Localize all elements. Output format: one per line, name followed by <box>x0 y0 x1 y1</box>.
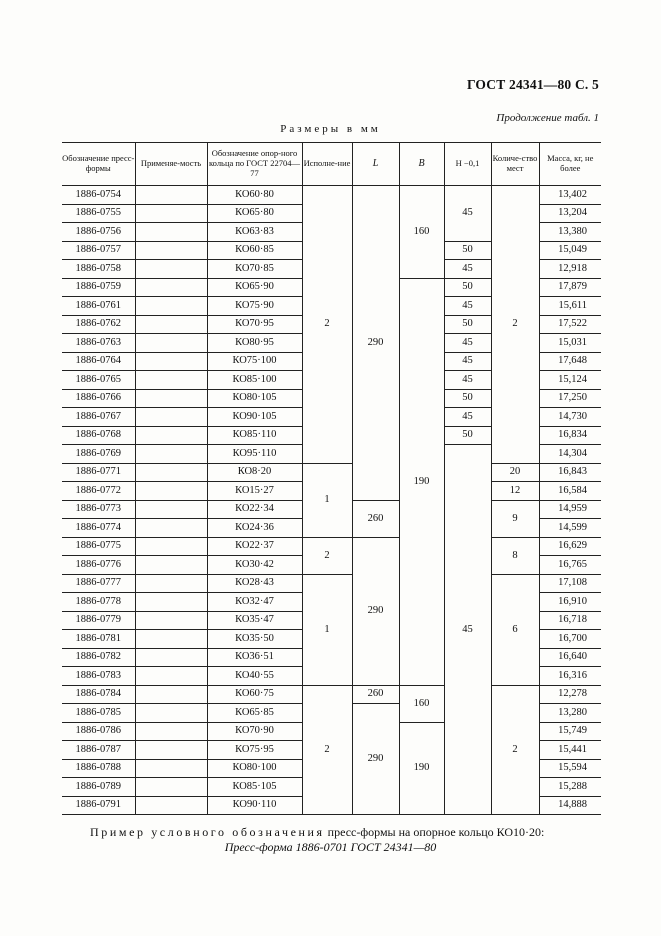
cell-mass: 14,304 <box>539 445 601 464</box>
cell-usage <box>135 685 207 704</box>
cell-usage <box>135 741 207 760</box>
cell-l: 260 <box>352 685 399 704</box>
cell-mass: 14,959 <box>539 500 601 519</box>
cell-code: 1886-0777 <box>62 574 135 593</box>
cell-mass: 17,250 <box>539 389 601 408</box>
cell-l: 260 <box>352 500 399 537</box>
cell-code: 1886-0784 <box>62 685 135 704</box>
cell-places: 2 <box>491 186 539 464</box>
cell-code: 1886-0775 <box>62 537 135 556</box>
cell-version: 1 <box>302 574 352 685</box>
cell-l: 290 <box>352 537 399 685</box>
cell-usage <box>135 315 207 334</box>
cell-h: 45 <box>444 186 491 242</box>
cell-mass: 17,648 <box>539 352 601 371</box>
col-header-ring: Обозначение опор-ного кольца по ГОСТ 22704—77 <box>207 143 302 186</box>
cell-mass: 15,031 <box>539 334 601 353</box>
cell-places: 2 <box>491 685 539 815</box>
cell-mass: 12,278 <box>539 685 601 704</box>
cell-ring: КО70·95 <box>207 315 302 334</box>
cell-usage <box>135 796 207 815</box>
table-header-row <box>62 143 601 186</box>
cell-usage <box>135 648 207 667</box>
col-header-h: H −0,1 <box>444 143 491 186</box>
cell-ring: КО90·110 <box>207 796 302 815</box>
cell-h: 45 <box>444 334 491 353</box>
cell-code: 1886-0754 <box>62 186 135 205</box>
cell-mass: 16,700 <box>539 630 601 649</box>
cell-mass: 16,834 <box>539 426 601 445</box>
cell-version: 2 <box>302 537 352 574</box>
cell-mass: 17,879 <box>539 278 601 297</box>
cell-code: 1886-0791 <box>62 796 135 815</box>
cell-usage <box>135 297 207 316</box>
cell-ring: КО85·105 <box>207 778 302 797</box>
cell-usage <box>135 223 207 242</box>
cell-mass: 16,910 <box>539 593 601 612</box>
cell-usage <box>135 445 207 464</box>
cell-code: 1886-0789 <box>62 778 135 797</box>
cell-code: 1886-0783 <box>62 667 135 686</box>
example-line <box>90 825 544 840</box>
cell-ring: КО95·110 <box>207 445 302 464</box>
cell-usage <box>135 426 207 445</box>
cell-usage <box>135 408 207 427</box>
cell-usage <box>135 463 207 482</box>
cell-ring: КО32·47 <box>207 593 302 612</box>
cell-usage <box>135 204 207 223</box>
cell-ring: КО35·47 <box>207 611 302 630</box>
cell-mass: 16,843 <box>539 463 601 482</box>
cell-h: 45 <box>444 445 491 815</box>
cell-code: 1886-0756 <box>62 223 135 242</box>
cell-version: 1 <box>302 463 352 537</box>
cell-usage <box>135 759 207 778</box>
cell-usage <box>135 389 207 408</box>
cell-code: 1886-0778 <box>62 593 135 612</box>
cell-code: 1886-0766 <box>62 389 135 408</box>
cell-code: 1886-0774 <box>62 519 135 538</box>
cell-ring: КО75·95 <box>207 741 302 760</box>
cell-ring: КО60·85 <box>207 241 302 260</box>
cell-usage <box>135 352 207 371</box>
cell-l: 290 <box>352 704 399 815</box>
cell-ring: КО80·95 <box>207 334 302 353</box>
cell-code: 1886-0764 <box>62 352 135 371</box>
col-header-mass: Масса, кг, не более <box>539 143 601 186</box>
cell-h: 50 <box>444 278 491 297</box>
example-label: Пример условного обозначения <box>90 825 325 839</box>
cell-usage <box>135 334 207 353</box>
cell-usage <box>135 371 207 390</box>
cell-mass: 15,749 <box>539 722 601 741</box>
cell-ring: КО80·105 <box>207 389 302 408</box>
cell-usage <box>135 667 207 686</box>
cell-mass: 15,288 <box>539 778 601 797</box>
cell-ring: КО22·34 <box>207 500 302 519</box>
cell-b: 160 <box>399 186 444 279</box>
cell-version: 2 <box>302 685 352 815</box>
col-header-code: Обозначение пресс-формы <box>62 143 135 186</box>
cell-code: 1886-0773 <box>62 500 135 519</box>
cell-places: 6 <box>491 574 539 685</box>
cell-code: 1886-0788 <box>62 759 135 778</box>
table-row <box>62 685 601 704</box>
cell-ring: КО40·55 <box>207 667 302 686</box>
col-header-version: Исполне-ние <box>302 143 352 186</box>
col-header-places: Количе-ство мест <box>491 143 539 186</box>
cell-mass: 14,888 <box>539 796 601 815</box>
cell-places: 20 <box>491 463 539 482</box>
cell-usage <box>135 556 207 575</box>
cell-mass: 13,204 <box>539 204 601 223</box>
cell-ring: КО90·105 <box>207 408 302 427</box>
cell-mass: 16,629 <box>539 537 601 556</box>
col-header-l: L <box>352 143 399 186</box>
cell-ring: КО65·90 <box>207 278 302 297</box>
cell-mass: 15,594 <box>539 759 601 778</box>
cell-ring: КО65·85 <box>207 704 302 723</box>
page-header: ГОСТ 24341—80 С. 5 <box>466 77 599 92</box>
cell-usage <box>135 574 207 593</box>
cell-ring: КО85·110 <box>207 426 302 445</box>
table-continuation-note: Продолжение табл. 1 <box>496 112 599 124</box>
col-header-usage: Применяе-мость <box>135 143 207 186</box>
cell-b: 190 <box>399 278 444 685</box>
cell-code: 1886-0765 <box>62 371 135 390</box>
cell-ring: КО36·51 <box>207 648 302 667</box>
cell-code: 1886-0768 <box>62 426 135 445</box>
cell-code: 1886-0782 <box>62 648 135 667</box>
cell-code: 1886-0762 <box>62 315 135 334</box>
cell-code: 1886-0781 <box>62 630 135 649</box>
cell-mass: 16,584 <box>539 482 601 501</box>
cell-mass: 17,522 <box>539 315 601 334</box>
cell-usage <box>135 241 207 260</box>
cell-mass: 17,108 <box>539 574 601 593</box>
cell-mass: 15,049 <box>539 241 601 260</box>
example-text: пресс-формы на опорное кольцо КО10·20: <box>324 825 545 839</box>
cell-code: 1886-0767 <box>62 408 135 427</box>
cell-code: 1886-0779 <box>62 611 135 630</box>
cell-code: 1886-0787 <box>62 741 135 760</box>
cell-h: 50 <box>444 426 491 445</box>
cell-usage <box>135 278 207 297</box>
cell-usage <box>135 186 207 205</box>
cell-usage <box>135 500 207 519</box>
cell-code: 1886-0772 <box>62 482 135 501</box>
cell-mass: 14,599 <box>539 519 601 538</box>
example-designation: Пресс-форма 1886-0701 ГОСТ 24341—80 <box>224 840 437 854</box>
cell-mass: 12,918 <box>539 260 601 279</box>
cell-ring: КО60·75 <box>207 685 302 704</box>
table-row <box>62 186 601 205</box>
cell-code: 1886-0758 <box>62 260 135 279</box>
cell-code: 1886-0785 <box>62 704 135 723</box>
cell-h: 45 <box>444 408 491 427</box>
cell-h: 45 <box>444 260 491 279</box>
cell-mass: 16,765 <box>539 556 601 575</box>
cell-ring: КО63·83 <box>207 223 302 242</box>
cell-mass: 13,380 <box>539 223 601 242</box>
cell-h: 45 <box>444 352 491 371</box>
table-row <box>62 537 601 556</box>
cell-code: 1886-0786 <box>62 722 135 741</box>
cell-l: 290 <box>352 186 399 501</box>
cell-mass: 13,280 <box>539 704 601 723</box>
cell-places: 12 <box>491 482 539 501</box>
cell-usage <box>135 630 207 649</box>
cell-version: 2 <box>302 186 352 464</box>
cell-h: 50 <box>444 389 491 408</box>
cell-usage <box>135 704 207 723</box>
cell-b: 190 <box>399 722 444 815</box>
cell-ring: КО60·80 <box>207 186 302 205</box>
cell-places: 8 <box>491 537 539 574</box>
cell-ring: КО22·37 <box>207 537 302 556</box>
cell-code: 1886-0771 <box>62 463 135 482</box>
cell-mass: 16,316 <box>539 667 601 686</box>
cell-places: 9 <box>491 500 539 537</box>
cell-code: 1886-0761 <box>62 297 135 316</box>
cell-mass: 16,718 <box>539 611 601 630</box>
cell-ring: КО80·100 <box>207 759 302 778</box>
cell-code: 1886-0776 <box>62 556 135 575</box>
cell-mass: 15,441 <box>539 741 601 760</box>
cell-h: 50 <box>444 315 491 334</box>
cell-ring: КО70·85 <box>207 260 302 279</box>
cell-mass: 14,730 <box>539 408 601 427</box>
cell-ring: КО8·20 <box>207 463 302 482</box>
col-header-b: B <box>399 143 444 186</box>
dimensions-table <box>62 142 601 815</box>
table-row <box>62 463 601 482</box>
cell-h: 45 <box>444 371 491 390</box>
cell-ring: КО30·42 <box>207 556 302 575</box>
cell-ring: КО75·100 <box>207 352 302 371</box>
cell-usage <box>135 778 207 797</box>
cell-ring: КО24·36 <box>207 519 302 538</box>
cell-mass: 13,402 <box>539 186 601 205</box>
cell-ring: КО65·80 <box>207 204 302 223</box>
cell-ring: КО35·50 <box>207 630 302 649</box>
cell-ring: КО85·100 <box>207 371 302 390</box>
cell-usage <box>135 537 207 556</box>
cell-ring: КО70·90 <box>207 722 302 741</box>
table-row <box>62 574 601 593</box>
cell-code: 1886-0759 <box>62 278 135 297</box>
cell-usage <box>135 482 207 501</box>
cell-usage <box>135 611 207 630</box>
cell-usage <box>135 260 207 279</box>
cell-ring: КО28·43 <box>207 574 302 593</box>
cell-usage <box>135 722 207 741</box>
cell-ring: КО15·27 <box>207 482 302 501</box>
cell-mass: 15,124 <box>539 371 601 390</box>
table-body <box>62 186 601 815</box>
cell-b: 160 <box>399 685 444 722</box>
cell-mass: 16,640 <box>539 648 601 667</box>
cell-usage <box>135 593 207 612</box>
cell-mass: 15,611 <box>539 297 601 316</box>
cell-h: 50 <box>444 241 491 260</box>
cell-code: 1886-0757 <box>62 241 135 260</box>
cell-code: 1886-0769 <box>62 445 135 464</box>
cell-h: 45 <box>444 297 491 316</box>
cell-code: 1886-0755 <box>62 204 135 223</box>
cell-ring: КО75·90 <box>207 297 302 316</box>
cell-code: 1886-0763 <box>62 334 135 353</box>
dimensions-caption: Размеры в мм <box>280 123 381 135</box>
cell-usage <box>135 519 207 538</box>
